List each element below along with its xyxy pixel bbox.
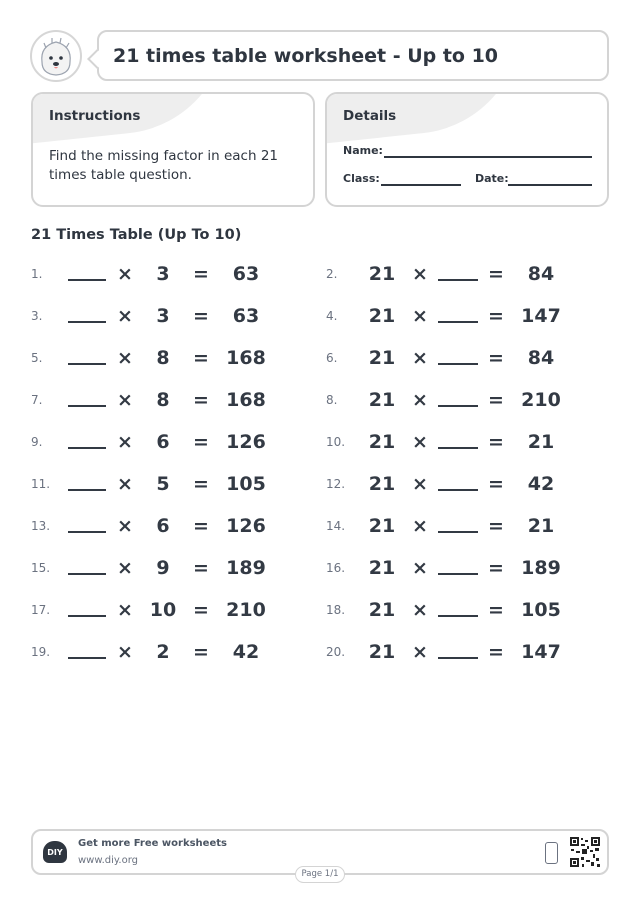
date-field[interactable]: [508, 184, 592, 186]
second-factor: 5: [156, 473, 170, 495]
product: 126: [226, 431, 266, 453]
qr-code-icon[interactable]: [569, 836, 601, 868]
product: 105: [226, 473, 266, 495]
product: 126: [226, 515, 266, 537]
question-number: 8.: [326, 393, 338, 407]
answer-blank[interactable]: [438, 447, 478, 449]
question-item: [31, 638, 311, 666]
times-sign: ×: [412, 641, 428, 663]
product: 21: [527, 515, 555, 537]
question-number: 5.: [31, 351, 43, 365]
first-factor: 21: [368, 473, 396, 495]
second-factor: 3: [156, 305, 170, 327]
question-number: 20.: [326, 645, 346, 659]
equals-sign: =: [193, 431, 209, 453]
answer-blank[interactable]: [68, 615, 106, 617]
product: 210: [521, 389, 561, 411]
equals-sign: =: [488, 599, 504, 621]
question-item: [31, 512, 311, 540]
times-sign: ×: [117, 515, 133, 537]
first-factor: 21: [368, 641, 396, 663]
second-factor: 8: [156, 347, 170, 369]
first-factor: 21: [368, 431, 396, 453]
question-number: 9.: [31, 435, 43, 449]
equals-sign: =: [488, 305, 504, 327]
question-number: 10.: [326, 435, 346, 449]
details-card: [325, 92, 609, 207]
equals-sign: =: [193, 515, 209, 537]
question-item: [326, 386, 606, 414]
question-number: 11.: [31, 477, 51, 491]
answer-blank[interactable]: [438, 531, 478, 533]
equals-sign: =: [193, 599, 209, 621]
question-item: [326, 344, 606, 372]
times-sign: ×: [412, 599, 428, 621]
times-sign: ×: [117, 305, 133, 327]
question-item: [326, 428, 606, 456]
product: 189: [521, 557, 561, 579]
answer-blank[interactable]: [438, 279, 478, 281]
question-item: [326, 596, 606, 624]
equals-sign: =: [193, 263, 209, 285]
question-number: 18.: [326, 603, 346, 617]
times-sign: ×: [117, 431, 133, 453]
product: 63: [232, 263, 260, 285]
first-factor: 21: [368, 347, 396, 369]
times-sign: ×: [412, 557, 428, 579]
second-factor: 9: [156, 557, 170, 579]
question-number: 12.: [326, 477, 346, 491]
answer-blank[interactable]: [68, 489, 106, 491]
phone-icon: [545, 842, 558, 864]
answer-blank[interactable]: [68, 405, 106, 407]
times-sign: ×: [412, 263, 428, 285]
question-item: [31, 302, 311, 330]
diy-logo[interactable]: DIY: [43, 841, 67, 863]
footer-promo-text: Get more Free worksheets: [78, 838, 227, 849]
equals-sign: =: [193, 305, 209, 327]
first-factor: 21: [368, 305, 396, 327]
answer-blank[interactable]: [68, 531, 106, 533]
question-item: [326, 470, 606, 498]
product: 189: [226, 557, 266, 579]
answer-blank[interactable]: [68, 657, 106, 659]
name-label: Name:: [343, 144, 383, 157]
times-sign: ×: [412, 389, 428, 411]
product: 21: [527, 431, 555, 453]
equals-sign: =: [488, 431, 504, 453]
page-title: 21 times table worksheet - Up to 10: [113, 44, 499, 67]
question-number: 17.: [31, 603, 51, 617]
question-item: [326, 512, 606, 540]
product: 168: [226, 347, 266, 369]
equals-sign: =: [193, 641, 209, 663]
first-factor: 21: [368, 557, 396, 579]
times-sign: ×: [412, 431, 428, 453]
answer-blank[interactable]: [438, 363, 478, 365]
question-item: [31, 554, 311, 582]
question-number: 3.: [31, 309, 43, 323]
question-item: [326, 554, 606, 582]
first-factor: 21: [368, 515, 396, 537]
question-item: [31, 470, 311, 498]
question-number: 6.: [326, 351, 338, 365]
answer-blank[interactable]: [438, 573, 478, 575]
answer-blank[interactable]: [68, 447, 106, 449]
question-number: 15.: [31, 561, 51, 575]
equals-sign: =: [488, 557, 504, 579]
times-sign: ×: [117, 263, 133, 285]
footer-link[interactable]: www.diy.org: [78, 855, 138, 866]
equals-sign: =: [193, 557, 209, 579]
times-sign: ×: [412, 347, 428, 369]
equals-sign: =: [488, 389, 504, 411]
answer-blank[interactable]: [68, 573, 106, 575]
instructions-text: Find the missing factor in each 21 times table question.: [49, 148, 278, 183]
answer-blank[interactable]: [438, 489, 478, 491]
second-factor: 2: [156, 641, 170, 663]
question-number: 14.: [326, 519, 346, 533]
times-sign: ×: [117, 599, 133, 621]
class-field[interactable]: [381, 184, 461, 186]
product: 210: [226, 599, 266, 621]
times-sign: ×: [412, 305, 428, 327]
question-number: 1.: [31, 267, 43, 281]
answer-blank[interactable]: [438, 321, 478, 323]
equals-sign: =: [193, 473, 209, 495]
times-sign: ×: [117, 389, 133, 411]
product: 147: [521, 641, 561, 663]
answer-blank[interactable]: [438, 405, 478, 407]
date-label: Date:: [475, 172, 509, 185]
equals-sign: =: [193, 347, 209, 369]
instructions-card: [31, 92, 315, 207]
question-item: [31, 386, 311, 414]
question-item: [326, 302, 606, 330]
second-factor: 10: [149, 599, 177, 621]
class-label: Class:: [343, 172, 380, 185]
times-sign: ×: [117, 473, 133, 495]
times-sign: ×: [117, 557, 133, 579]
product: 147: [521, 305, 561, 327]
product: 168: [226, 389, 266, 411]
question-item: [31, 428, 311, 456]
mascot-icon: [30, 30, 82, 82]
times-sign: ×: [412, 515, 428, 537]
equals-sign: =: [488, 515, 504, 537]
second-factor: 3: [156, 263, 170, 285]
question-number: 2.: [326, 267, 338, 281]
question-number: 19.: [31, 645, 51, 659]
section-title: 21 Times Table (Up To 10): [31, 227, 242, 243]
details-heading: Details: [343, 108, 397, 124]
first-factor: 21: [368, 599, 396, 621]
product: 84: [527, 263, 555, 285]
product: 63: [232, 305, 260, 327]
product: 42: [527, 473, 555, 495]
equals-sign: =: [488, 473, 504, 495]
instructions-heading: Instructions: [49, 108, 141, 124]
product: 84: [527, 347, 555, 369]
name-field[interactable]: [384, 156, 592, 158]
equals-sign: =: [193, 389, 209, 411]
question-number: 13.: [31, 519, 51, 533]
page-indicator: Page 1/1: [295, 866, 345, 883]
answer-blank[interactable]: [68, 279, 106, 281]
question-number: 16.: [326, 561, 346, 575]
second-factor: 6: [156, 431, 170, 453]
equals-sign: =: [488, 263, 504, 285]
product: 42: [232, 641, 260, 663]
answer-blank[interactable]: [438, 657, 478, 659]
question-item: [326, 260, 606, 288]
equals-sign: =: [488, 347, 504, 369]
first-factor: 21: [368, 263, 396, 285]
answer-blank[interactable]: [68, 321, 106, 323]
times-sign: ×: [117, 347, 133, 369]
answer-blank[interactable]: [438, 615, 478, 617]
times-sign: ×: [117, 641, 133, 663]
title-banner: [97, 30, 609, 81]
answer-blank[interactable]: [68, 363, 106, 365]
times-sign: ×: [412, 473, 428, 495]
question-item: [31, 596, 311, 624]
equals-sign: =: [488, 641, 504, 663]
product: 105: [521, 599, 561, 621]
question-number: 7.: [31, 393, 43, 407]
second-factor: 8: [156, 389, 170, 411]
first-factor: 21: [368, 389, 396, 411]
second-factor: 6: [156, 515, 170, 537]
question-item: [326, 638, 606, 666]
question-item: [31, 260, 311, 288]
question-number: 4.: [326, 309, 338, 323]
question-item: [31, 344, 311, 372]
